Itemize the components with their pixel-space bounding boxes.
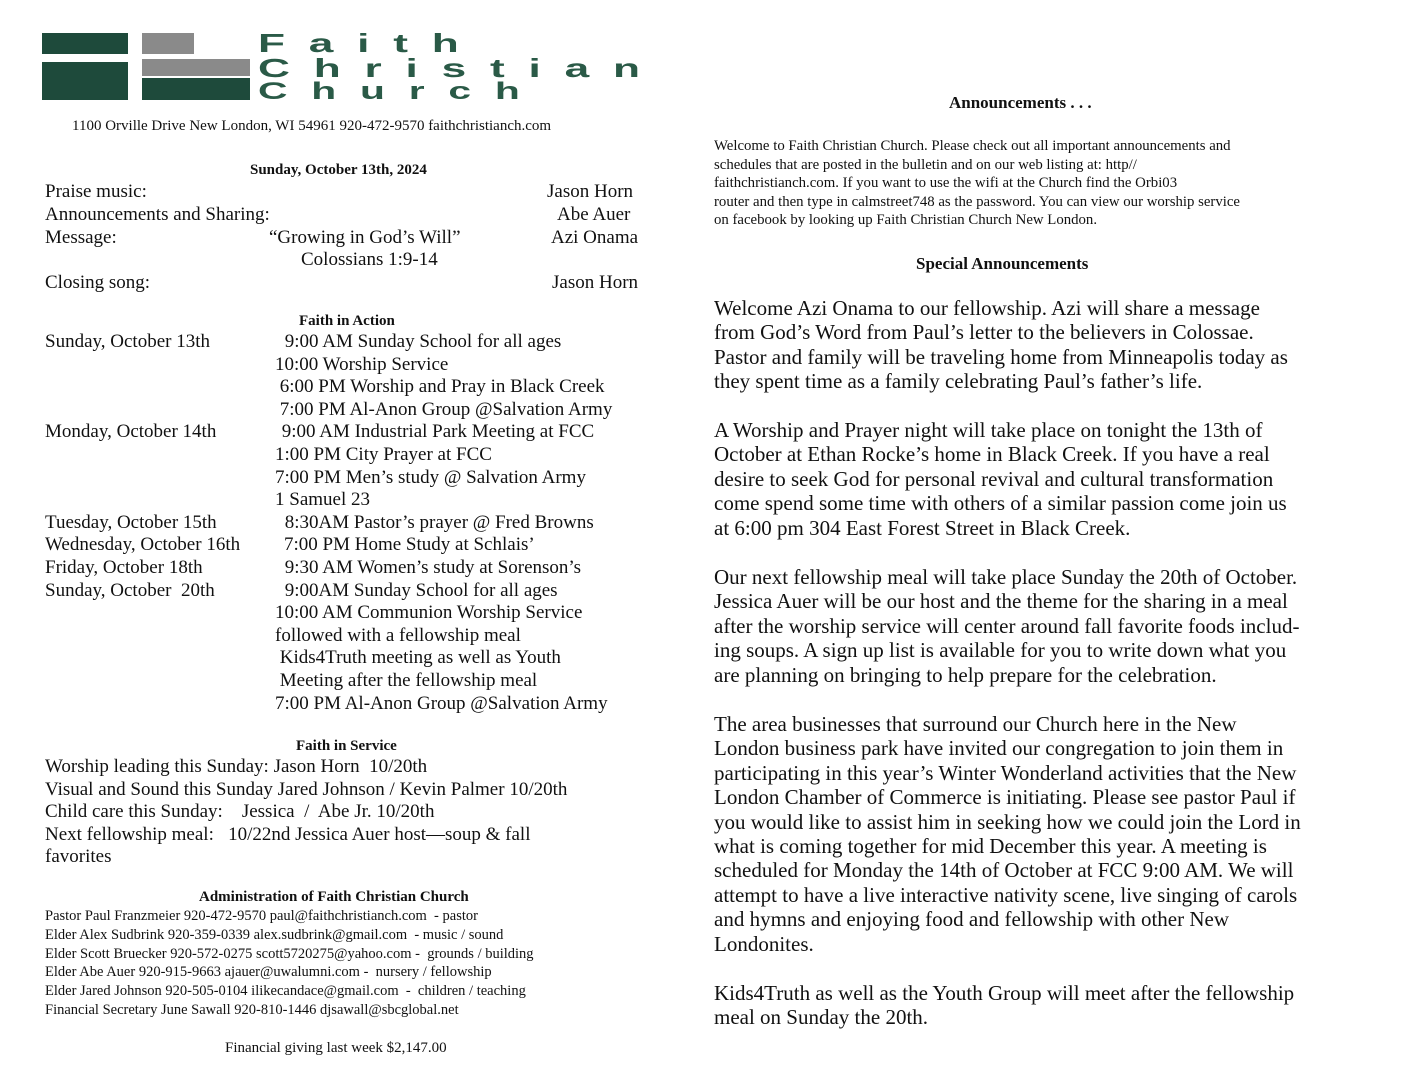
admin-line: Pastor Paul Franzmeier 920-472-9570 paul@faithchristianch.com - pastor xyxy=(45,908,478,924)
para-line: Jessica Auer will be our host and the theme for the sharing in a meal xyxy=(714,589,1288,614)
action-row xyxy=(45,693,665,716)
para-line: The area businesses that surround our Church here in the New xyxy=(714,712,1237,736)
service-line: Next fellowship meal: 10/22nd Jessica Auer host—soup & fall xyxy=(45,823,531,845)
action-day: Monday, October 14th xyxy=(45,421,217,443)
message-name: Azi Onama xyxy=(551,227,639,248)
logo-block-right-bottom xyxy=(142,78,250,100)
logo-block-left-bottom xyxy=(42,62,128,100)
special-announcements-heading: Special Announcements xyxy=(916,254,1089,273)
welcome-line: on facebook by looking up Faith Christian Church New London. xyxy=(714,212,1098,228)
service-line: favorites xyxy=(45,846,112,867)
action-event: 7:00 PM Al-Anon Group @Salvation Army xyxy=(275,692,608,714)
announcement-paragraph-1 xyxy=(714,296,1364,394)
para-line: attempt to have a live interactive nativity scene, live singing of carols xyxy=(714,882,1298,907)
action-event: 9:00AM Sunday School for all ages xyxy=(280,579,558,601)
action-row xyxy=(45,331,665,354)
church-address: 1100 Orville Drive New London, WI 54961 920-472-9570 faithchristianch.com xyxy=(72,118,552,134)
action-event: 7:00 PM Al-Anon Group @Salvation Army xyxy=(275,398,613,420)
para-line: and hymns and enjoying food and fellowship with other New xyxy=(714,907,1229,932)
para-line: Welcome Azi Onama to our fellowship. Azi will share a message xyxy=(714,296,1260,320)
admin-line: Elder Scott Bruecker 920-572-0275 scott5720275@yahoo.com - grounds / building xyxy=(45,945,534,962)
para-line: participating in this year’s Winter Wonderland activities that the New xyxy=(714,760,1297,785)
para-line: at 6:00 pm 304 East Forest Street in Black Creek. xyxy=(714,515,1131,540)
message-ref: Colossians 1:9-14 xyxy=(301,249,438,270)
para-line: Kids4Truth as well as the Youth Group will meet after the fellowship xyxy=(714,981,1295,1005)
action-row xyxy=(45,602,665,625)
announce-label: Announcements and Sharing: xyxy=(45,204,270,225)
para-line: after the worship service will center around fall favorite foods includ- xyxy=(714,613,1300,638)
message-label: Message: xyxy=(45,227,117,248)
action-row xyxy=(45,444,665,467)
message-title: “Growing in God’s Will” xyxy=(269,227,461,248)
para-line: scheduled for Monday the 14th of October at FCC 9:00 AM. We will xyxy=(714,858,1294,883)
welcome-line: Welcome to Faith Christian Church. Please check out all important announcements and xyxy=(714,138,1231,154)
para-line: London business park have invited our congregation to join them in xyxy=(714,736,1284,761)
welcome-text xyxy=(714,137,1364,230)
action-row xyxy=(45,354,665,377)
praise-label: Praise music: xyxy=(45,181,147,202)
action-event: 7:00 PM Men’s study @ Salvation Army xyxy=(275,466,586,488)
faith-in-action-heading: Faith in Action xyxy=(299,313,395,329)
logo-block-right-mid xyxy=(142,59,250,76)
service-line: Visual and Sound this Sunday Jared Johnson / Kevin Palmer 10/20th xyxy=(45,778,568,800)
action-day: Sunday, October 13th xyxy=(45,331,210,352)
action-event: 9:00 AM Industrial Park Meeting at FCC xyxy=(277,421,595,443)
para-line: come spend some time with others of a similar passion come join us xyxy=(714,491,1287,516)
logo-block-left-top xyxy=(42,33,128,54)
action-event: Meeting after the fellowship meal xyxy=(275,669,538,691)
action-row xyxy=(45,376,665,399)
para-line: Our next fellowship meal will take place Sunday the 20th of October. xyxy=(714,565,1298,589)
service-line: Worship leading this Sunday: Jason Horn 10/20th xyxy=(45,756,428,777)
service-date: Sunday, October 13th, 2024 xyxy=(250,162,427,178)
action-event: 9:30 AM Women’s study at Sorenson’s xyxy=(280,556,582,578)
logo-word-faith: Faith xyxy=(258,28,483,58)
action-day: Tuesday, October 15th xyxy=(45,511,217,533)
action-event: 10:00 AM Communion Worship Service xyxy=(275,602,583,624)
welcome-line: faithchristianch.com. If you want to use the wifi at the Church find the Orbi03 xyxy=(714,175,1178,191)
admin-line: Elder Alex Sudbrink 920-359-0339 alex.sudbrink@gmail.com - music / sound xyxy=(45,926,504,943)
para-line: A Worship and Prayer night will take place on tonight the 13th of xyxy=(714,418,1263,442)
action-event: followed with a fellowship meal xyxy=(275,624,521,646)
action-event: 6:00 PM Worship and Pray in Black Creek xyxy=(275,376,605,398)
action-row xyxy=(45,421,665,444)
welcome-line: router and then type in calmstreet748 as the password. You can view our worship service xyxy=(714,193,1240,210)
administration-list xyxy=(45,907,534,1020)
para-line: Pastor and family will be traveling home from Minneapolis today as xyxy=(714,344,1288,369)
administration-heading: Administration of Faith Christian Church xyxy=(199,889,469,905)
action-row xyxy=(45,647,665,670)
announce-name: Abe Auer xyxy=(557,204,631,225)
action-event: 10:00 Worship Service xyxy=(275,353,449,375)
para-line: are planning on bringing to help prepare for the celebration. xyxy=(714,662,1217,687)
announcement-paragraph-5 xyxy=(714,981,1364,1030)
para-line: ing soups. A sign up list is available for you to write down what you xyxy=(714,638,1287,663)
action-row xyxy=(45,467,665,490)
action-row xyxy=(45,670,665,693)
action-day: Wednesday, October 16th xyxy=(45,534,241,556)
action-row xyxy=(45,489,665,512)
action-day: Sunday, October 20th xyxy=(45,579,215,601)
para-line: you would like to assist him in seeking how we could join the Lord in xyxy=(714,809,1301,834)
admin-line: Elder Jared Johnson 920-505-0104 ilikecandace@gmail.com - children / teaching xyxy=(45,983,526,1000)
para-line: what is coming together for mid December this year. A meeting is xyxy=(714,834,1267,859)
announcements-heading: Announcements . . . xyxy=(949,93,1092,112)
action-event: Kids4Truth meeting as well as Youth xyxy=(275,647,561,669)
admin-line: Financial Secretary June Sawall 920-810-1446 djsawall@sbcglobal.net xyxy=(45,1001,459,1018)
faith-in-service-heading: Faith in Service xyxy=(296,738,397,754)
logo-word-church: Church xyxy=(258,78,544,105)
para-line: London Chamber of Commerce is initiating. Please see pastor Paul if xyxy=(714,785,1296,810)
action-event: 8:30AM Pastor’s prayer @ Fred Browns xyxy=(280,511,594,533)
service-line: Child care this Sunday: Jessica / Abe Jr. 10/20th xyxy=(45,801,435,822)
action-row xyxy=(45,399,665,422)
welcome-line: schedules that are posted in the bulletin and on our web listing at: http// xyxy=(714,156,1137,173)
para-line: Londonites. xyxy=(714,931,814,956)
action-row xyxy=(45,534,665,557)
para-line: from God’s Word from Paul’s letter to the believers in Colossae. xyxy=(714,320,1254,345)
faith-in-service-list xyxy=(45,756,567,869)
action-day: Friday, October 18th xyxy=(45,556,203,578)
closing-name: Jason Horn xyxy=(552,272,639,293)
para-line: meal on Sunday the 20th. xyxy=(714,1005,929,1030)
announcement-paragraph-4 xyxy=(714,712,1364,956)
para-line: desire to seek God for personal revival and cultural transformation xyxy=(714,466,1274,491)
para-line: October at Ethan Rocke’s home in Black Creek. If you have a real xyxy=(714,442,1270,467)
faith-in-action-list xyxy=(45,331,665,715)
announcement-paragraph-3 xyxy=(714,565,1364,687)
action-event: 9:00 AM Sunday School for all ages xyxy=(280,331,562,352)
action-event: 7:00 PM Home Study at Schlais’ xyxy=(284,534,535,556)
financial-giving: Financial giving last week $2,147.00 xyxy=(225,1040,447,1056)
logo-block-right-top xyxy=(142,33,194,54)
action-row xyxy=(45,512,665,535)
para-line: they spent time as a family celebrating Paul’s father’s life. xyxy=(714,369,1203,394)
action-row xyxy=(45,557,665,580)
action-event: 1:00 PM City Prayer at FCC xyxy=(275,443,492,465)
logo-word-christian: Christian xyxy=(258,53,664,83)
action-row xyxy=(45,625,665,648)
closing-label: Closing song: xyxy=(45,272,151,293)
admin-line: Elder Abe Auer 920-915-9663 ajauer@uwalumni.com - nursery / fellowship xyxy=(45,964,492,981)
action-row xyxy=(45,580,665,603)
action-event: 1 Samuel 23 xyxy=(275,489,370,511)
praise-name: Jason Horn xyxy=(547,181,634,202)
announcement-paragraph-2 xyxy=(714,418,1364,540)
